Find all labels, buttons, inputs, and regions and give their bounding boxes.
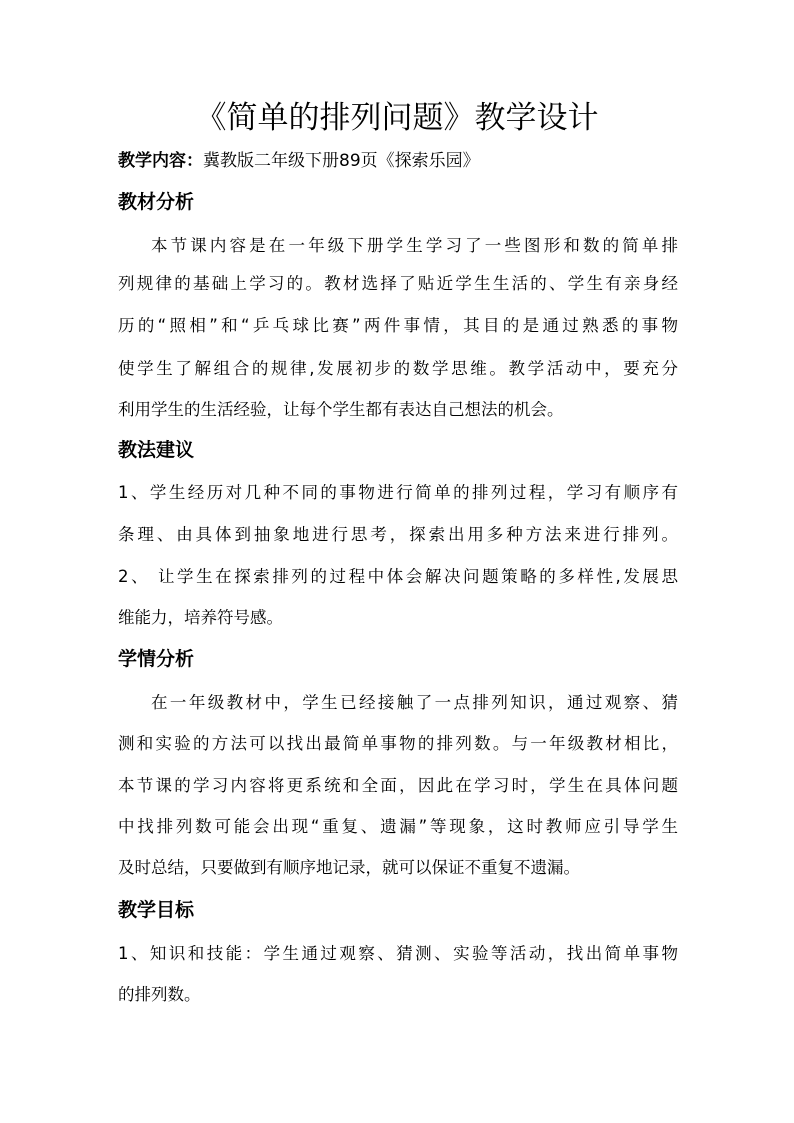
teaching-suggestions-line-2: 条理、由具体到抽象地进行思考，探索出用多种方法来进行排列。 bbox=[118, 525, 678, 544]
textbook-analysis-line-4: 使学生了解组合的规律,发展初步的数学思维。教学活动中，要充分 bbox=[118, 359, 678, 378]
heading-teaching-suggestions: 教法建议 bbox=[118, 439, 195, 461]
teaching-content-value: 冀教版二年级下册89页《探索乐园》 bbox=[203, 151, 480, 171]
teaching-suggestions-line-3: 2、 让学生在探索排列的过程中体会解决问题策略的多样性,发展思 bbox=[118, 567, 678, 586]
textbook-analysis-line-2: 列规律的基础上学习的。教材选择了贴近学生生活的、学生有亲身经 bbox=[118, 274, 678, 293]
textbook-analysis-line-5: 利用学生的生活经验，让每个学生都有表达自己想法的机会。 bbox=[118, 400, 564, 419]
heading-textbook-analysis: 教材分析 bbox=[118, 191, 195, 213]
teaching-goals-line-1: 1、知识和技能：学生通过观察、猜测、实验等活动，找出简单事物 bbox=[118, 944, 678, 963]
teaching-suggestions-line-4: 维能力，培养符号感。 bbox=[118, 608, 283, 627]
document-title: 《简单的排列问题》教学设计 bbox=[195, 100, 599, 136]
student-analysis-line-2: 测和实验的方法可以找出最简单事物的排列数。与一年级教材相比， bbox=[118, 734, 678, 753]
heading-teaching-goals: 教学目标 bbox=[118, 899, 195, 921]
student-analysis-line-4: 中找排列数可能会出现“重复、遗漏”等现象，这时教师应引导学生 bbox=[118, 817, 678, 836]
student-analysis-line-5: 及时总结，只要做到有顺序地记录，就可以保证不重复不遗漏。 bbox=[118, 858, 580, 877]
student-analysis-line-3: 本节课的学习内容将更系统和全面，因此在学习时，学生在具体问题 bbox=[118, 776, 678, 795]
textbook-analysis-line-1: 本节课内容是在一年级下册学生学习了一些图形和数的简单排 bbox=[151, 236, 678, 255]
teaching-goals-line-2: 的排列数。 bbox=[118, 985, 201, 1004]
textbook-analysis-line-3: 历的“照相”和“乒乓球比赛”两件事情，其目的是通过熟悉的事物 bbox=[118, 316, 678, 335]
heading-student-analysis: 学情分析 bbox=[118, 648, 195, 670]
student-analysis-line-1: 在一年级教材中，学生已经接触了一点排列知识，通过观察、猜 bbox=[151, 693, 678, 712]
teaching-content-line bbox=[118, 146, 480, 176]
teaching-content-label: 教学内容： bbox=[118, 151, 203, 171]
teaching-suggestions-line-1: 1、学生经历对几种不同的事物进行简单的排列过程，学习有顺序有 bbox=[118, 483, 678, 502]
